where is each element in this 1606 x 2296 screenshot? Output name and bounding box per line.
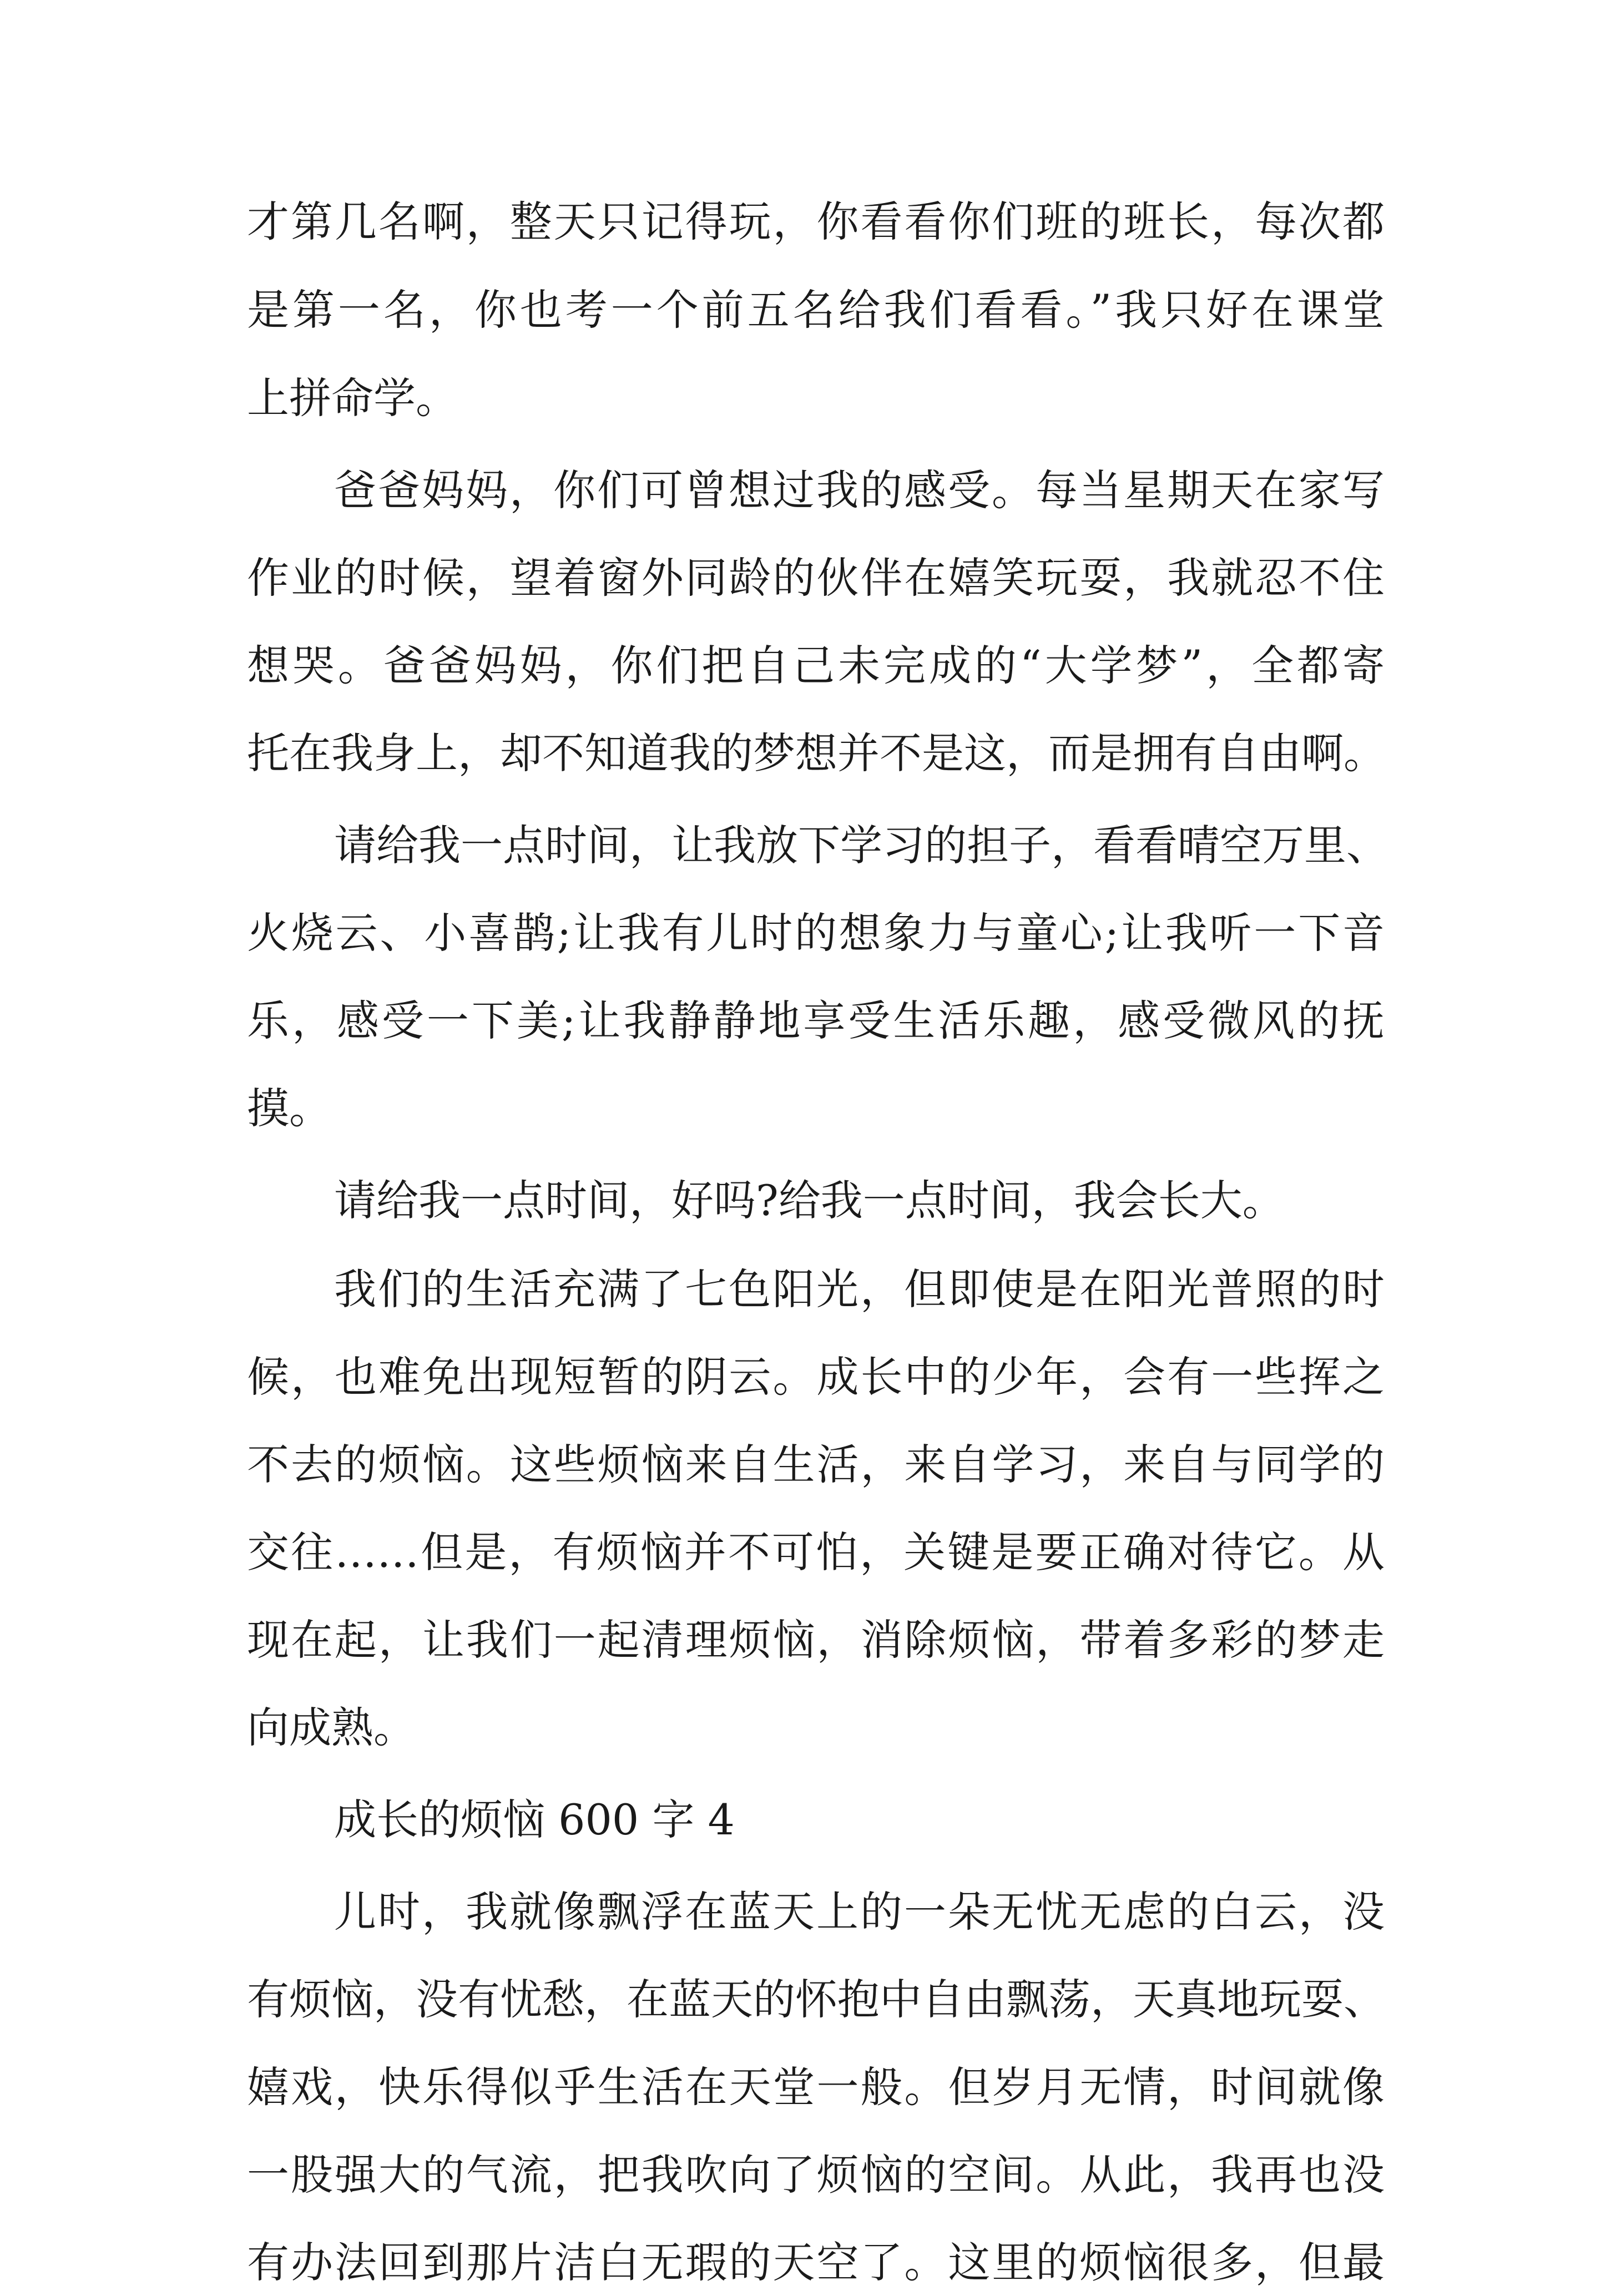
text-line: 摸。 [247,1084,331,1133]
text-line: 火烧云、小喜鹊;让我有儿时的想象力与童心;让我听一下音 [247,908,1385,958]
paragraph-start-line: 请给我一点时间，让我放下学习的担子，看看晴空万里、 [334,821,1388,870]
text-line: 想哭。爸爸妈妈，你们把自己未完成的“大学梦”，全都寄 [247,641,1385,690]
text-line: 有办法回到那片洁白无瑕的天空了。这里的烦恼很多，但最 [247,2238,1385,2287]
text-line: 有烦恼，没有忧愁，在蓝天的怀抱中自由飘荡，天真地玩耍、 [247,1975,1386,2024]
text-line: 嬉戏，快乐得似乎生活在天堂一般。但岁月无情，时间就像 [247,2062,1385,2112]
text-line: 托在我身上，却不知道我的梦想并不是这，而是拥有自由啊。 [247,729,1386,778]
text-line: 交往……但是，有烦恼并不可怕，关键是要正确对待它。从 [247,1528,1385,1577]
text-line: 不去的烦恼。这些烦恼来自生活，来自学习，来自与同学的 [247,1440,1385,1489]
text-line: 乐，感受一下美;让我静静地享受生活乐趣，感受微风的抚 [247,996,1385,1045]
text-line: 上拼命学。 [247,373,458,423]
text-line: 向成熟。 [247,1703,416,1752]
text-line: 候，也难免出现短暂的阴云。成长中的少年，会有一些挥之 [247,1352,1385,1402]
paragraph-start-line: 我们的生活充满了七色阳光，但即使是在阳光普照的时 [334,1265,1385,1314]
section-heading: 成长的烦恼 600 字 4 [334,1795,735,1844]
text-line: 现在起，让我们一起清理烦恼，消除烦恼，带着多彩的梦走 [247,1615,1385,1665]
text-line: 才第几名啊，整天只记得玩，你看看你们班的班长，每次都 [247,197,1385,246]
text-line: 是第一名，你也考一个前五名给我们看看。”我只好在课堂 [247,285,1385,335]
text-line: 作业的时候，望着窗外同龄的伙伴在嬉笑玩耍，我就忍不住 [247,553,1385,603]
paragraph-start-line: 儿时，我就像飘浮在蓝天上的一朵无忧无虑的白云，没 [334,1887,1385,1936]
paragraph-start-line: 请给我一点时间，好吗?给我一点时间，我会长大。 [334,1176,1285,1225]
text-line: 一股强大的气流，把我吹向了烦恼的空间。从此，我再也没 [247,2150,1385,2199]
paragraph-start-line: 爸爸妈妈，你们可曾想过我的感受。每当星期天在家写 [334,466,1385,515]
